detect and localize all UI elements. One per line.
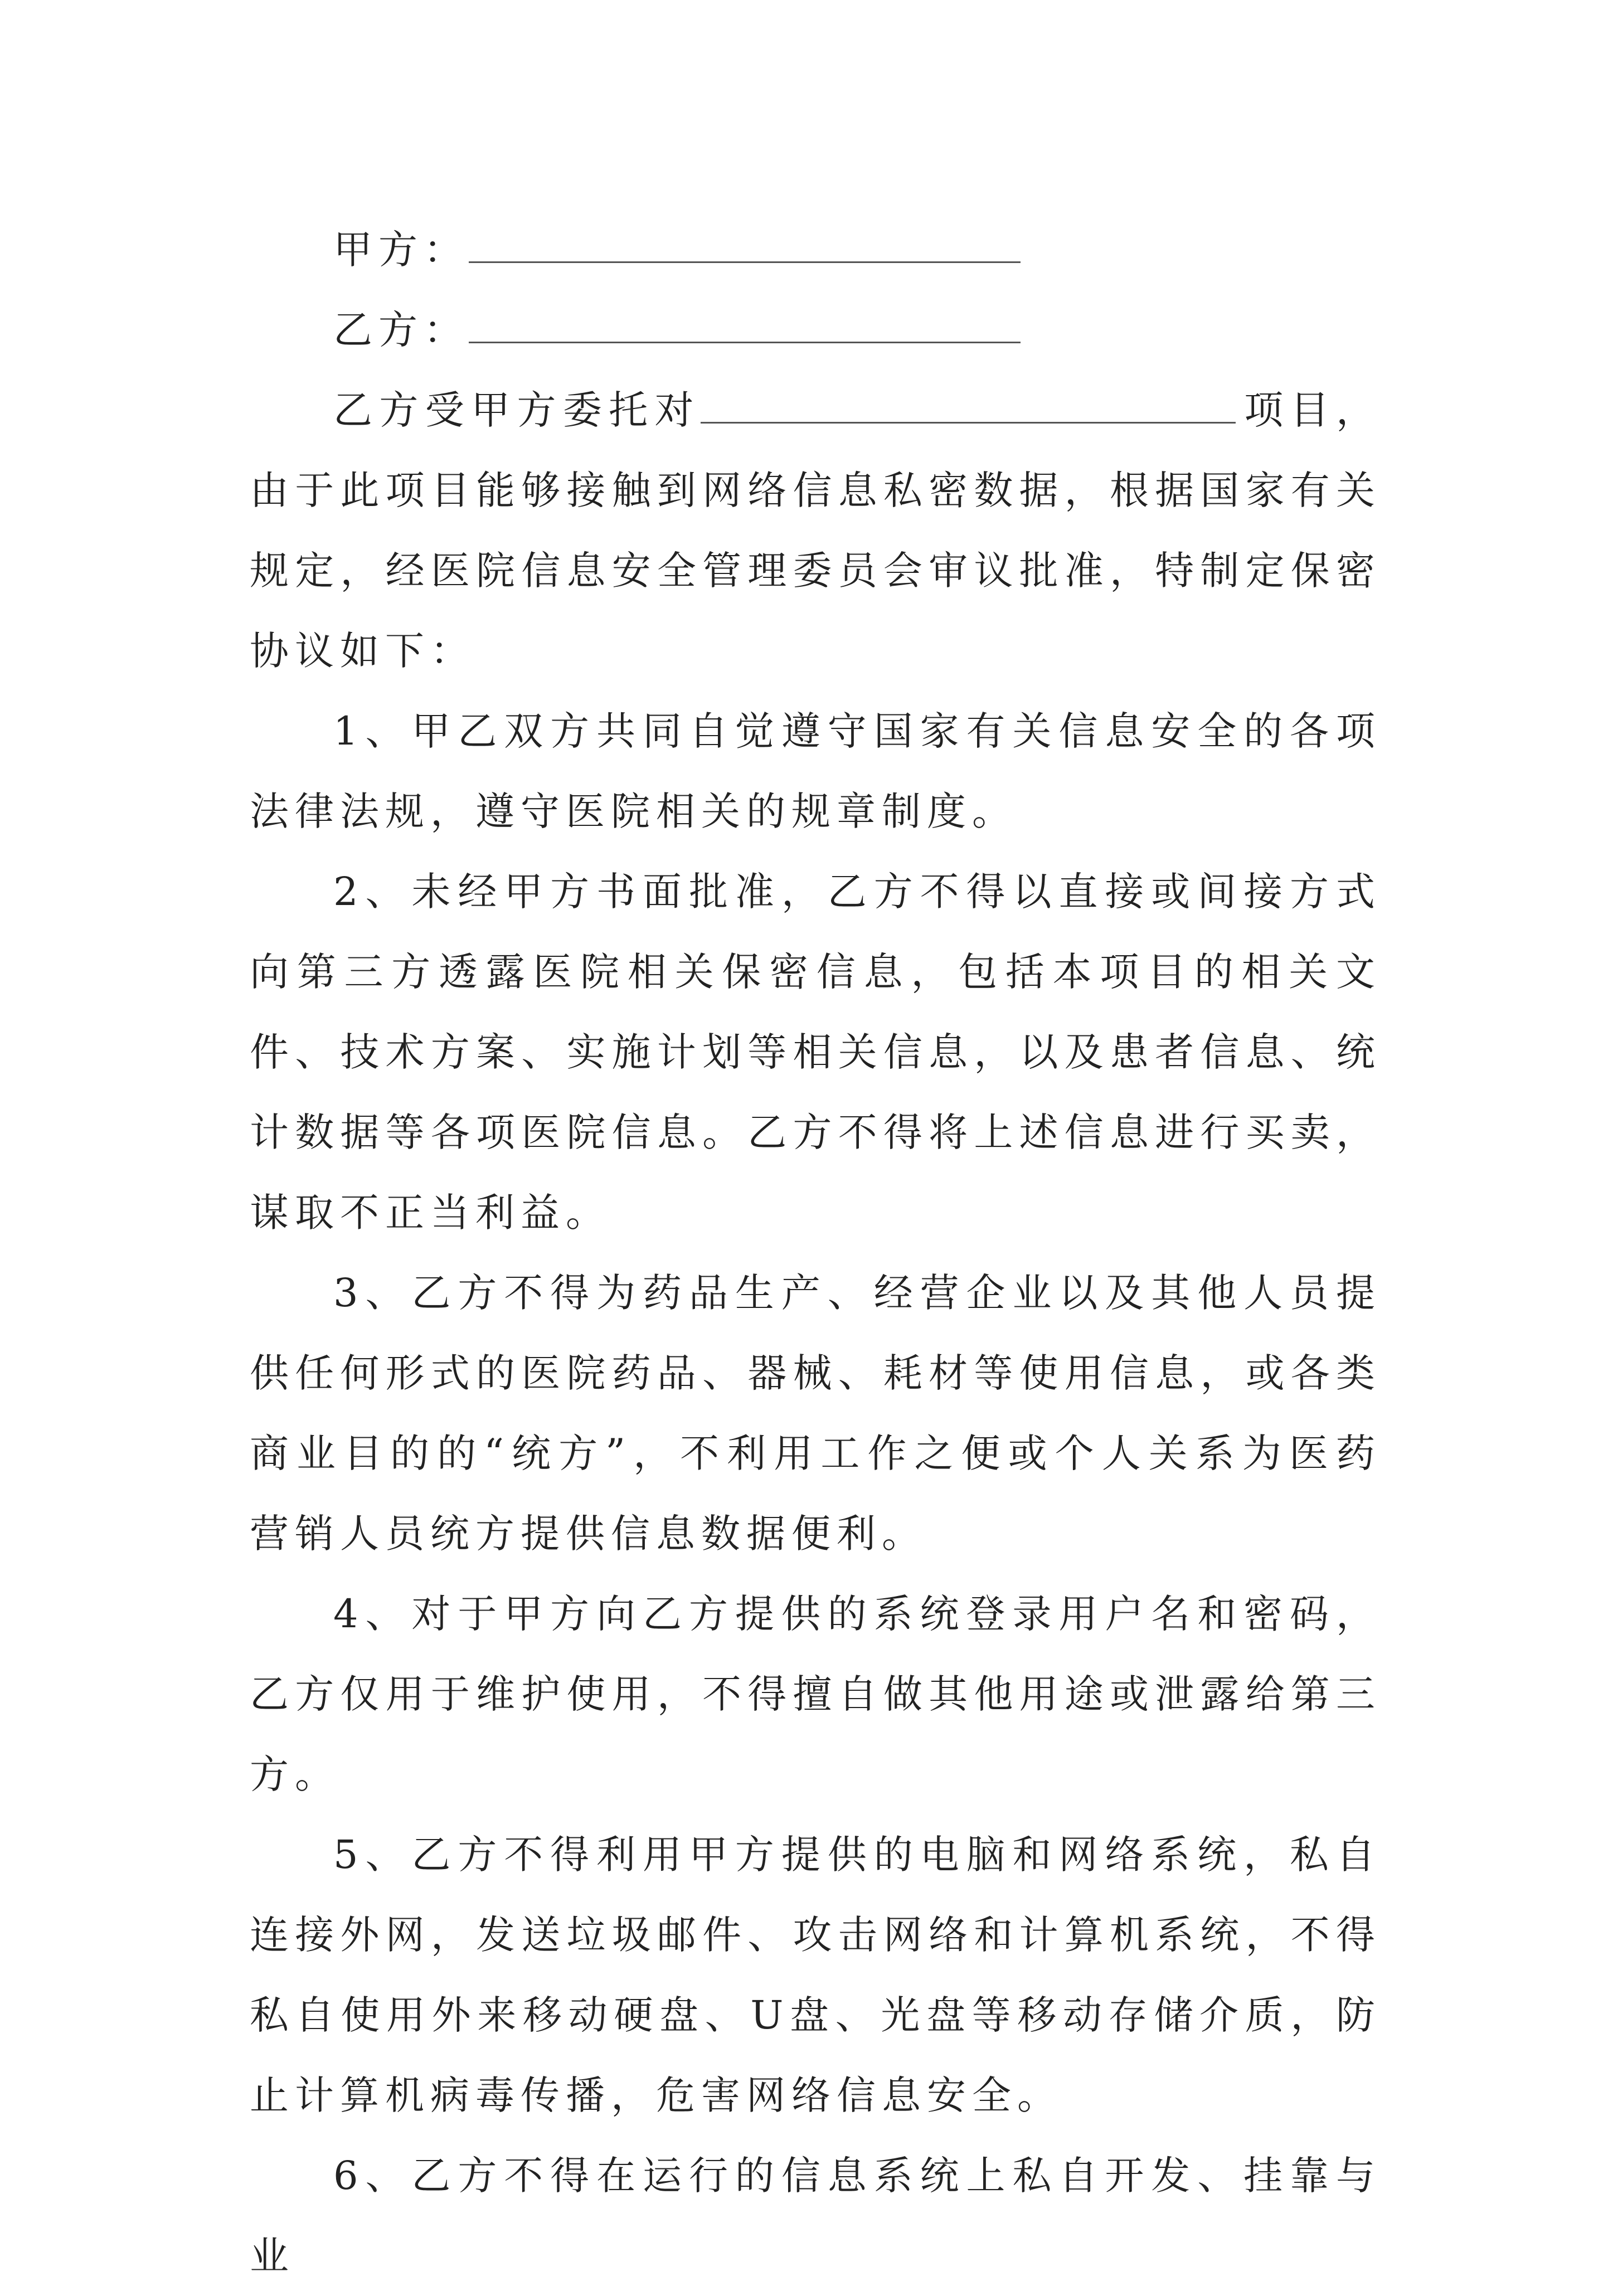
intro-after-blank: 项目，由于此项目能够接触到网络信息私密数据，根据国家有关规定，经医院信息安全管理委员会审议批准，特制定保密协议如下： <box>250 387 1382 674</box>
intro-before-blank: 乙方受甲方委托对 <box>333 387 701 433</box>
party-b-line <box>333 290 1381 370</box>
clause-2: 2、未经甲方书面批准，乙方不得以直接或间接方式向第三方透露医院相关保密信息，包括本项目的相关文件、技术方案、实施计划等相关信息，以及患者信息、统计数据等各项医院信息。乙方不得将上述信息进行买卖，谋取不正当利益。 <box>250 869 1381 1235</box>
clause-3: 3、乙方不得为药品生产、经营企业以及其他人员提供任何形式的医院药品、器械、耗材等使用信息，或各类商业目的的“统方”，不利用工作之便或个人关系为医药营销人员统方提供信息数据便利。 <box>250 1270 1381 1556</box>
party-b-blank <box>469 308 1021 343</box>
party-a-line <box>333 210 1381 290</box>
party-a-blank <box>469 228 1021 263</box>
clause-6: 6、乙方不得在运行的信息系统上私自开发、挂靠与业 <box>250 2153 1381 2279</box>
intro-paragraph <box>250 370 1381 691</box>
party-a-label: 甲方： <box>333 227 469 273</box>
agreement-body <box>250 210 1381 2296</box>
clause-5: 5、乙方不得利用甲方提供的电脑和网络系统，私自连接外网，发送垃圾邮件、攻击网络和计算机系统，不得私自使用外来移动硬盘、U盘、光盘等移动存储介质，防止计算机病毒传播，危害网络信息安全。 <box>250 1832 1381 2118</box>
party-b-label: 乙方： <box>333 307 469 353</box>
clause-1: 1、甲乙双方共同自觉遵守国家有关信息安全的各项法律法规，遵守医院相关的规章制度。 <box>250 708 1381 834</box>
project-name-blank <box>701 388 1236 424</box>
clause-4: 4、对于甲方向乙方提供的系统登录用户名和密码，乙方仅用于维护使用，不得擅自做其他用途或泄露给第三方。 <box>250 1591 1381 1797</box>
